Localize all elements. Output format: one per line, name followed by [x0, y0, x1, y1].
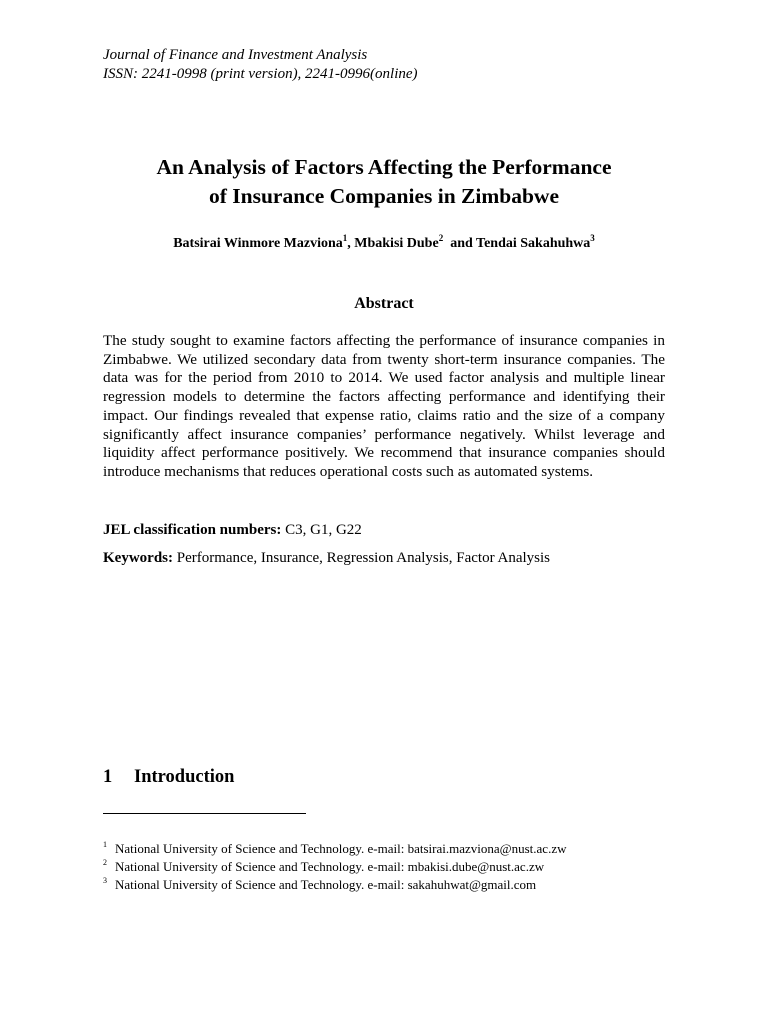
author-separator: , [347, 236, 355, 251]
paper-title-line-2: of Insurance Companies in Zimbabwe [208, 184, 559, 208]
section-heading-introduction [103, 766, 234, 788]
footnote: $^1$ National University of Science and Technology. e-mail: batsirai.mazviona@nust.ac.zw [103, 840, 567, 856]
paper-title-line-1: An Analysis of Factors Affecting the Performance [156, 155, 612, 179]
footnotes [103, 840, 566, 894]
jel-label: JEL classification numbers: [103, 522, 282, 538]
section-number: 1 [103, 767, 113, 787]
footnote-text: National University of Science and Technology. e-mail: sakahuhwat@gmail.com [115, 877, 537, 892]
author-name: Mbakisi Dube [354, 236, 439, 251]
footnote: $^2$ National University of Science and Technology. e-mail: mbakisi.dube@nust.ac.zw [103, 858, 545, 874]
journal-issn: ISSN: 2241-0998 (print version), 2241-0996(online) [103, 66, 418, 82]
jel-value: C3, G1, G22 [281, 522, 362, 538]
jel-classification [103, 521, 362, 540]
footnote: $^3$ National University of Science and Technology. e-mail: sakahuhwat@gmail.com [103, 876, 537, 892]
abstract-heading: Abstract [354, 295, 414, 312]
author-footnote-mark: 2 [438, 233, 444, 243]
journal-header [103, 46, 418, 84]
journal-name: Journal of Finance and Investment Analysis [103, 47, 368, 63]
keywords-value: Performance, Insurance, Regression Analysis, Factor Analysis [173, 550, 550, 566]
keywords-label: Keywords: [103, 550, 173, 566]
paper-title [90, 153, 678, 211]
author-footnote-mark: 1 [342, 233, 348, 243]
footnote-divider [103, 813, 306, 814]
author-separator: and [443, 236, 477, 251]
footnote-text: National University of Science and Technology. e-mail: mbakisi.dube@nust.ac.zw [115, 859, 545, 874]
section-title: Introduction [134, 767, 235, 787]
author-footnote-mark: 3 [590, 233, 595, 243]
author-name: Batsirai Winmore Mazviona [173, 236, 343, 251]
footnote-text: National University of Science and Technology. e-mail: batsirai.mazviona@nust.ac.zw [115, 841, 567, 856]
keywords [103, 549, 550, 568]
abstract-text: The study sought to examine factors affecting the performance of insurance companies in Zimbabwe. We utilized secondary data from twenty short-term insurance companies. The data was for the period from 2010 to 2014. We used factor analysis and multiple linear regression models to determine the factors affecting performance and identifying their impact. Our findings revealed that expense ratio, claims ratio and the size of a company significantly affect insurance companies’ performance negatively. Whilst leverage and liquidity affect performance positively. We recommend that insurance companies should introduce mechanisms that reduces operational costs such as automated systems. [103, 332, 665, 480]
author-name: Tendai Sakahuhwa [476, 236, 591, 251]
author-list [60, 235, 708, 253]
